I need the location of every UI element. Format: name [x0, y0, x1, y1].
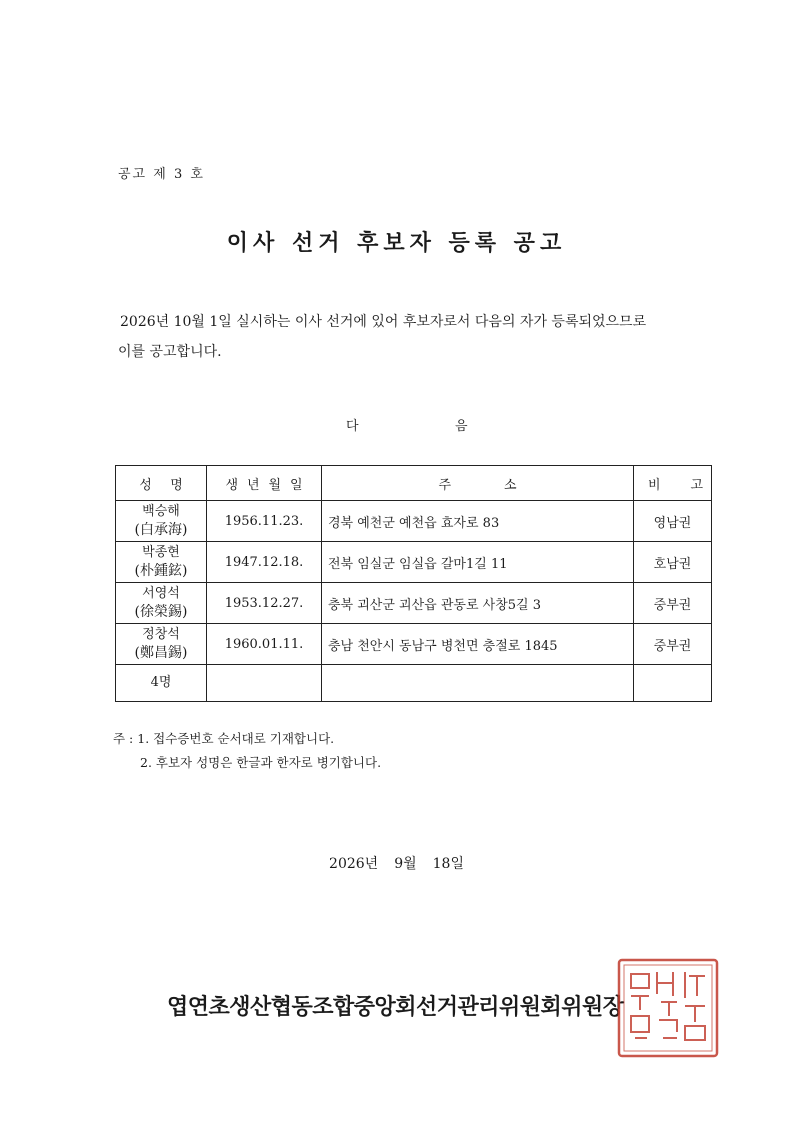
footnote-prefix: 주 : — [113, 731, 134, 746]
official-seal-stamp — [615, 956, 721, 1060]
header-address-char: 주 — [438, 477, 452, 493]
candidate-birth: 1947.12.18. — [207, 542, 322, 583]
name-hanja: (朴鍾鉉) — [134, 563, 188, 579]
name-hangul: 서영석 — [142, 586, 180, 601]
total-count: 4명 — [116, 665, 207, 702]
candidate-address: 충북 괴산군 괴산읍 관동로 사창5길 3 — [322, 583, 634, 624]
table-row — [116, 501, 712, 542]
issuer-name: 엽연초생산협동조합중앙회선거관리위원회위원장 — [167, 995, 624, 1020]
empty-cell — [207, 665, 322, 702]
candidate-address: 경북 예천군 예천읍 효자로 83 — [322, 501, 634, 542]
candidate-name — [116, 624, 207, 665]
intro-line-2: 이를 공고합니다. — [118, 344, 222, 360]
table-row — [116, 542, 712, 583]
footnote-text: 2. 후보자 성명은 한글과 한자로 병기합니다. — [140, 755, 382, 770]
document-title: 이사 선거 후보자 등록 공고 — [226, 231, 567, 256]
intro-line-1: 2026년 10월 1일 실시하는 이사 선거에 있어 후보자로서 다음의 자가 등록되었으므로 — [120, 314, 647, 330]
table-row — [116, 583, 712, 624]
header-address — [322, 466, 634, 501]
candidate-birth: 1956.11.23. — [207, 501, 322, 542]
header-birth-char: 년 — [246, 477, 260, 493]
empty-cell — [634, 665, 712, 702]
header-birth-char: 월 — [268, 477, 282, 493]
table-row — [116, 624, 712, 665]
candidate-name — [116, 542, 207, 583]
footnote-1 — [113, 727, 381, 751]
table-total-row — [116, 665, 712, 702]
date-day: 18일 — [432, 856, 464, 872]
header-address-char: 소 — [503, 477, 517, 493]
header-birth — [207, 466, 322, 501]
date-month: 9월 — [394, 856, 417, 872]
header-name-char: 명 — [170, 477, 183, 493]
document-date — [0, 853, 793, 873]
following-label-left: 다 — [346, 419, 359, 434]
name-hangul: 정창석 — [142, 627, 180, 642]
footnote-2 — [113, 751, 381, 775]
date-year: 2026년 — [329, 856, 379, 872]
name-hanja: (徐榮錫) — [134, 604, 188, 620]
header-note — [634, 466, 712, 501]
footnotes — [113, 727, 381, 775]
header-name — [116, 466, 207, 501]
notice-number: 공고 제 3 호 — [118, 167, 205, 182]
header-note-char: 비 — [648, 477, 661, 493]
table-header-row — [116, 466, 712, 501]
candidate-region: 호남권 — [634, 542, 712, 583]
header-birth-char: 생 — [225, 477, 239, 493]
candidate-name — [116, 501, 207, 542]
name-hanja: (鄭昌錫) — [134, 645, 188, 661]
candidate-birth: 1960.01.11. — [207, 624, 322, 665]
footnote-text: 1. 접수증번호 순서대로 기재합니다. — [137, 731, 335, 746]
candidate-region: 영남권 — [634, 501, 712, 542]
candidate-table — [115, 465, 712, 702]
candidate-name — [116, 583, 207, 624]
header-birth-char: 일 — [289, 477, 303, 493]
name-hanja: (白承海) — [134, 522, 188, 538]
candidate-region: 중부권 — [634, 624, 712, 665]
header-note-char: 고 — [690, 477, 703, 493]
name-hangul: 박종현 — [142, 545, 180, 560]
intro-paragraph — [112, 307, 712, 367]
empty-cell — [322, 665, 634, 702]
candidate-birth: 1953.12.27. — [207, 583, 322, 624]
name-hangul: 백승해 — [142, 504, 180, 519]
candidate-region: 중부권 — [634, 583, 712, 624]
following-label-right: 음 — [455, 419, 468, 434]
header-name-char: 성 — [139, 477, 152, 493]
candidate-address: 충남 천안시 동남구 병천면 충절로 1845 — [322, 624, 634, 665]
candidate-address: 전북 임실군 임실읍 갈마1길 11 — [322, 542, 634, 583]
